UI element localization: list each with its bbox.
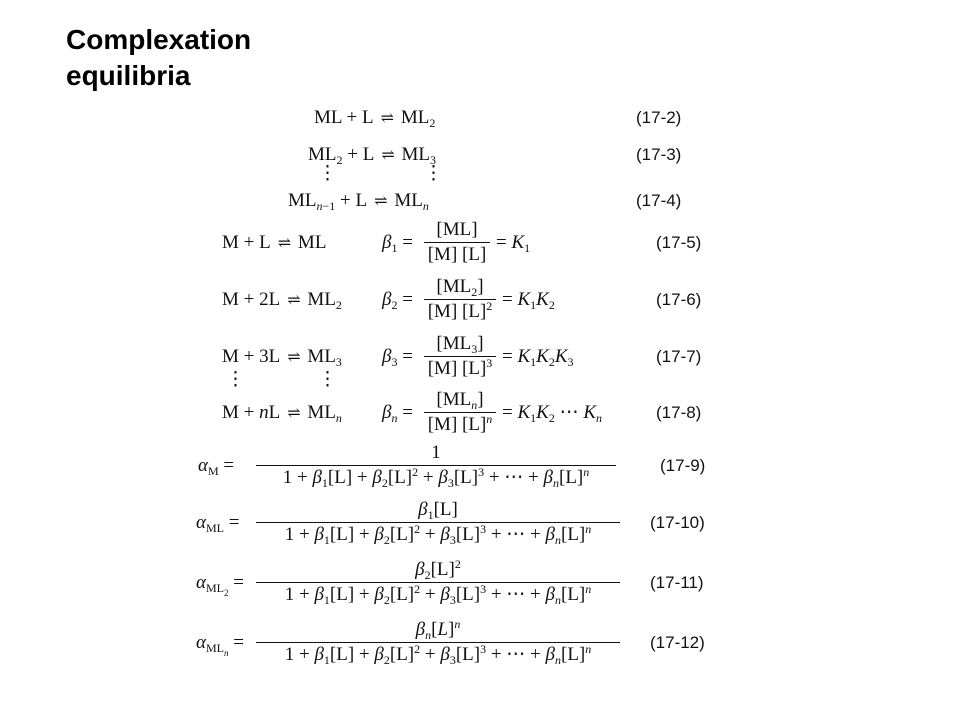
- fraction-alpha-ml2: $\beta_2[L]^2$ $1 + \beta_1[L] + \beta_2[L]^2 + \beta_3[L]^3$ + ⋯ + $\beta_n[L]^n$: [256, 559, 620, 606]
- fraction-alpha-mln: $\beta_n[L]^n$ $1 + \beta_1[L] + \beta_2[L]^2 + \beta_3[L]^3$ + ⋯ + $\beta_n[L]^n$: [256, 619, 620, 666]
- reaction-17-8: M + nL ⇌ $ML_n$: [222, 402, 342, 425]
- fraction-beta-2: $[ML_2]$ [M] $[L]^2$: [424, 276, 496, 323]
- reaction-17-5: M + L ⇌ ML: [222, 232, 327, 253]
- reaction-17-7: M + 3L ⇌ $ML_3$: [222, 346, 342, 369]
- label-17-8: (17-8): [656, 403, 702, 422]
- label-17-9: (17-9): [660, 456, 706, 475]
- fraction-alpha-m: 1 $1 + \beta_1[L] + \beta_2[L]^2 + \beta_3[L]^3$ + ⋯ + $\beta_n[L]^n$: [256, 442, 616, 489]
- beta-3-lhs: $\beta_3$ =: [382, 346, 413, 369]
- alpha-mln-lhs: $\alpha_{ML_n}$ =: [196, 632, 244, 658]
- beta-2-rhs: = $K_1K_2$: [502, 289, 555, 312]
- beta-3-rhs: = $K_1K_2K_3$: [502, 346, 574, 369]
- label-17-10: (17-10): [650, 513, 705, 532]
- slide-title: [66, 22, 251, 94]
- label-17-5: (17-5): [656, 233, 702, 252]
- numerator-one: 1: [431, 442, 441, 463]
- label-17-12: (17-12): [650, 633, 705, 652]
- label-17-4: (17-4): [636, 191, 682, 210]
- label-17-3: (17-3): [636, 145, 682, 164]
- fraction-beta-1: [ML] [M] [L]: [424, 219, 490, 266]
- fraction-alpha-ml: $\beta_1[L]$ $1 + \beta_1[L] + \beta_2[L]^2 + \beta_3[L]^3$ + ⋯ + $\beta_n[L]^n$: [256, 499, 620, 546]
- equation-17-4: $ML_{n-1} + L$ ⇌ $ML_n$: [288, 190, 429, 213]
- vertical-dots: ⋮: [424, 163, 443, 184]
- beta-2-lhs: $\beta_2$ =: [382, 289, 413, 312]
- equation-17-2: ML + L ⇌ $ML_2$: [314, 107, 436, 130]
- label-17-7: (17-7): [656, 347, 702, 366]
- label-17-11: (17-11): [650, 573, 704, 592]
- alpha-ml-lhs: $\alpha_{ML}$ =: [196, 512, 240, 535]
- label-17-6: (17-6): [656, 290, 702, 309]
- beta-1-rhs: = $K_1$: [496, 232, 531, 255]
- alpha-ml2-lhs: $\alpha_{ML_2}$ =: [196, 572, 244, 598]
- vertical-dots: ⋮: [226, 369, 245, 390]
- vertical-dots: ⋮: [318, 163, 337, 184]
- vertical-dots: ⋮: [318, 369, 337, 390]
- alpha-m-lhs: $\alpha_M$ =: [198, 455, 235, 478]
- reaction-17-6: M + 2L ⇌ $ML_2$: [222, 289, 342, 312]
- beta-n-lhs: $\beta_n$ =: [382, 402, 413, 425]
- label-17-2: (17-2): [636, 108, 682, 127]
- beta-n-rhs: = $K_1K_2$ ⋯ $K_n$: [502, 402, 603, 425]
- title-line-2: equilibria: [66, 60, 191, 91]
- equation-17-3: $ML_2 + L$ ⇌ $ML_3$: [308, 144, 437, 167]
- fraction-beta-n: $[ML_n]$ [M] $[L]^n$: [424, 389, 496, 436]
- beta-1-lhs: $\beta_1$ =: [382, 232, 413, 255]
- fraction-beta-3: $[ML_3]$ [M] $[L]^3$: [424, 333, 496, 380]
- title-line-1: Complexation: [66, 24, 252, 55]
